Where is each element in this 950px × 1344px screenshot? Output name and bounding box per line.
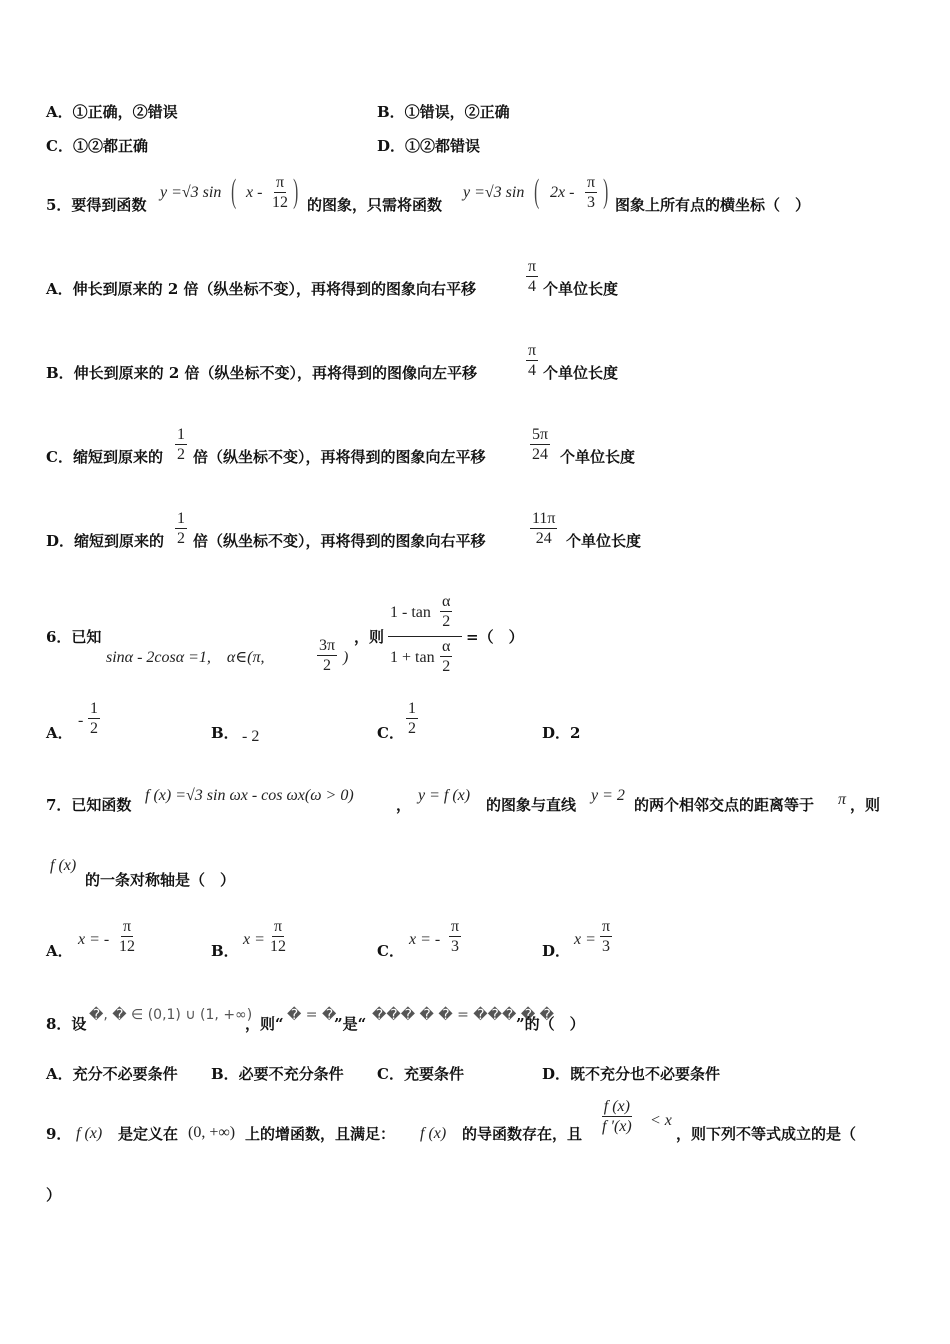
q7-mid2: 的两个相邻交点的距离等于: [634, 796, 815, 814]
q6-option-c-fraction: [406, 700, 418, 737]
q6-option-a-label: A．: [46, 724, 73, 742]
q9-text1: 是定义在: [118, 1125, 179, 1143]
q7-option-a-label: A．: [46, 942, 73, 960]
q6-num-alpha-fraction: [440, 593, 452, 630]
q5-option-d-text: D．缩短到原来的: [46, 532, 165, 550]
q6-den-alpha-den: 2: [442, 658, 451, 675]
q5-d-frac1-num: 1: [177, 510, 185, 527]
q6-equals: =（ ）: [466, 628, 524, 646]
q5-a-frac-num: π: [528, 258, 537, 275]
q4-option-c: C．①②都正确: [46, 137, 148, 155]
q5-option-c-fraction-2: [530, 426, 550, 463]
q9-inequality: < x: [650, 1112, 672, 1129]
q4-option-d: D．①②都错误: [377, 137, 481, 155]
q5-mid: 的图象，只需将函数: [307, 196, 443, 214]
q5-c-frac1-den: 2: [177, 446, 185, 463]
q5-option-b-tail: 个单位长度: [543, 364, 619, 382]
q6-den-lead: 1 + tan: [390, 649, 435, 666]
q5-b-frac-den: 4: [528, 362, 537, 379]
q7-option-b-label: B．: [211, 942, 239, 960]
q8-prefix: 8．设: [46, 1015, 87, 1033]
q6-cond-frac-den: 2: [323, 657, 332, 674]
q7-b-frac-num: π: [273, 918, 283, 935]
q5-option-c-mid: 倍（纵坐标不变），再将得到的图象向左平移: [193, 448, 486, 466]
q9-text4: ，则下列不等式成立的是（: [676, 1125, 857, 1143]
q5-func2-lead: y =√3 sin: [463, 184, 525, 201]
q6-condition-fraction: [317, 637, 337, 674]
q5-option-a-text: A．伸长到原来的 2 倍（纵坐标不变），再将得到的图象向右平移: [46, 280, 477, 298]
q6-a-frac-den: 2: [90, 720, 98, 737]
q7-option-d-label: D．: [542, 942, 571, 960]
q7-mid: 的图象与直线: [486, 796, 577, 814]
q5-option-c-fraction-1: [175, 426, 187, 463]
q7-line2: 的一条对称轴是（ ）: [85, 871, 236, 889]
q7-option-c-label: C．: [377, 942, 404, 960]
q7-option-b-lead: x =: [243, 931, 265, 948]
q6-big-fraction: [388, 593, 462, 681]
q7-option-d-fraction: [600, 918, 612, 955]
q7-prefix: 7．已知函数: [46, 796, 132, 814]
q6-option-c-label: C．: [377, 724, 404, 742]
q8-option-d: D．既不充分也不必要条件: [542, 1065, 721, 1083]
q5-func2-arg: 2x -: [550, 184, 575, 201]
q5-func2-frac-num: π: [587, 174, 596, 191]
q5-option-c-tail: 个单位长度: [560, 448, 636, 466]
q6-big-denominator: [388, 638, 462, 680]
q9-fx: f (x): [76, 1125, 103, 1142]
q7-comma: ，: [396, 796, 412, 814]
q7-fx-line2: f (x): [50, 857, 77, 874]
q5-prefix: 5．要得到函数: [46, 196, 147, 214]
q5-func1-frac-num: π: [275, 174, 285, 191]
q8-statement2-garbled: ��� � � = ��� � �: [372, 1007, 554, 1023]
q6-c-frac-den: 2: [408, 720, 416, 737]
q8-mid2: ”是“: [334, 1015, 367, 1033]
q6-cond-frac-num: 3π: [319, 637, 336, 654]
q7-tail: ，则: [850, 796, 881, 814]
q5-d-frac2-den: 24: [535, 530, 552, 547]
q7-option-a-fraction: [117, 918, 137, 955]
q7-line: y = 2: [591, 787, 625, 804]
q5-option-a-tail: 个单位长度: [543, 280, 619, 298]
q5-suffix: 图象上所有点的横坐标（ ）: [615, 196, 811, 214]
q8-condition-garbled: �, � ∈ (0,1) ∪ (1, +∞): [89, 1007, 253, 1023]
q5-func1-lead: y =√3 sin: [160, 184, 222, 201]
q5-option-a-fraction: [526, 258, 538, 295]
q6-a-frac-num: 1: [90, 700, 98, 717]
q5-option-b-text: B．伸长到原来的 2 倍（纵坐标不变），再将得到的图像向左平移: [46, 364, 478, 382]
q7-d-frac-num: π: [602, 918, 611, 935]
q5-option-c-text: C．缩短到原来的: [46, 448, 163, 466]
q6-option-b-value: - 2: [242, 728, 260, 745]
q7-function: f (x) =√3 sin ωx - cos ωx(ω > 0): [145, 787, 354, 804]
q5-func1-fraction: [270, 174, 290, 211]
q7-a-frac-den: 12: [119, 938, 135, 955]
q6-option-a-fraction: [88, 700, 100, 737]
q5-func1-frac-den: 12: [272, 194, 288, 211]
q4-option-a: A．①正确，②错误: [46, 103, 178, 121]
q7-c-frac-num: π: [451, 918, 460, 935]
q7-option-a-lead: x = -: [78, 931, 110, 948]
q5-option-d-fraction-1: [175, 510, 187, 547]
q5-option-d-tail: 个单位长度: [566, 532, 642, 550]
q6-den-alpha-num: α: [442, 638, 451, 655]
q6-then: ，则: [354, 628, 385, 646]
q8-option-b: B．必要不充分条件: [211, 1065, 344, 1083]
q8-tail: ”的（ ）: [516, 1015, 585, 1033]
q6-option-b-label: B．: [211, 724, 239, 742]
q9-ratio-num: f (x): [603, 1098, 630, 1115]
q8-option-c: C．充要条件: [377, 1065, 464, 1083]
q6-den-alpha-fraction: [440, 638, 452, 675]
q5-d-frac1-den: 2: [177, 530, 185, 547]
q6-num-alpha-den: 2: [442, 613, 451, 630]
q9-line2: ）: [46, 1186, 62, 1204]
q5-option-d-fraction-2: [530, 510, 557, 547]
q9-text3: 的导函数存在，且: [462, 1125, 583, 1143]
q5-option-d-mid: 倍（纵坐标不变），再将得到的图象向右平移: [193, 532, 486, 550]
q5-func2-fraction: [585, 174, 597, 211]
q7-b-frac-den: 12: [270, 938, 286, 955]
q7-option-c-lead: x = -: [409, 931, 441, 948]
q6-prefix: 6．已知: [46, 628, 102, 646]
q7-d-frac-den: 3: [602, 938, 611, 955]
q5-a-frac-den: 4: [528, 278, 537, 295]
q6-big-numerator: [388, 593, 462, 635]
q7-option-c-fraction: [449, 918, 461, 955]
q7-option-b-fraction: [268, 918, 288, 955]
q5-paren-close-1: ): [293, 173, 299, 210]
q8-mid1: ，则“: [245, 1015, 284, 1033]
q7-option-d-lead: x =: [574, 931, 596, 948]
q5-option-b-fraction: [526, 342, 538, 379]
q9-text2: 上的增函数，且满足：: [245, 1125, 396, 1143]
q6-big-fraction-bar: [388, 636, 462, 637]
q8-statement1-garbled: � = �: [287, 1007, 337, 1023]
q9-prefix: 9．: [46, 1125, 72, 1143]
q5-func2-frac-den: 3: [587, 194, 596, 211]
q5-b-frac-num: π: [528, 342, 537, 359]
q7-a-frac-num: π: [122, 918, 132, 935]
q4-option-b: B．①错误，②正确: [377, 103, 510, 121]
q6-condition: sinα - 2cosα =1, α∈(π,: [106, 649, 265, 666]
q5-c-frac2-den: 24: [532, 446, 549, 463]
q7-c-frac-den: 3: [451, 938, 460, 955]
q6-condition-close: ): [343, 649, 349, 666]
q9-ratio-fraction: [600, 1098, 634, 1135]
q9-domain: (0, +∞): [188, 1124, 236, 1141]
q6-c-frac-num: 1: [408, 700, 416, 717]
q7-y-equals-fx: y = f (x): [418, 787, 471, 804]
q6-num-alpha-num: α: [442, 593, 451, 610]
q8-option-a: A．充分不必要条件: [46, 1065, 178, 1083]
q7-pi: π: [838, 791, 847, 808]
q5-paren-open-2: (: [534, 173, 540, 210]
q6-option-d: D．2: [542, 724, 581, 742]
q9-ratio-den: f ′(x): [602, 1118, 632, 1135]
q5-func1-arg: x -: [246, 184, 263, 201]
q9-fx2: f (x): [420, 1125, 447, 1142]
q5-paren-open-1: (: [231, 173, 237, 210]
q5-d-frac2-num: 11π: [532, 510, 556, 527]
q5-paren-close-2: ): [603, 173, 609, 210]
q6-option-a-sign: -: [78, 712, 84, 729]
q5-c-frac1-num: 1: [177, 426, 185, 443]
q6-num-lead: 1 - tan: [390, 604, 431, 621]
q5-c-frac2-num: 5π: [532, 426, 549, 443]
